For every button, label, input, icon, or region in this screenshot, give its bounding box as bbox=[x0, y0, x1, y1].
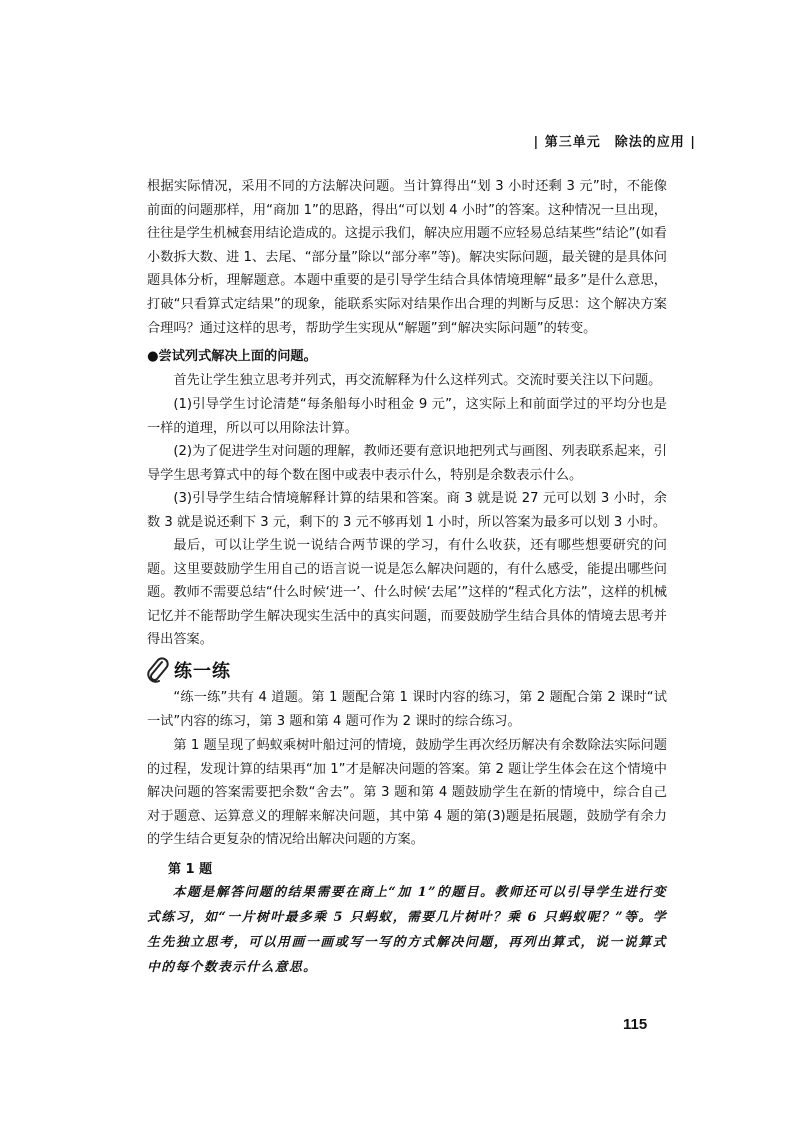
question-1-heading: 第 1 题 bbox=[168, 862, 213, 877]
paragraph-c: (2)为了促进学生对问题的理解，教师还要有意识地把列式与画图、列表联系起来，引导学生思考算式中的每个数在图中或表中表示什么，特别是余数表示什么。 bbox=[147, 444, 667, 483]
paperclip-icon bbox=[145, 657, 171, 683]
paragraph-e: 最后，可以让学生说一说结合两节课的学习，有什么收获，还有哪些想要研究的问题。这里要鼓励学生用自己的语言说一说是怎么解决问题的，有什么感受，能提出哪些问题。教师不需要总结“什么时候‘进一’、什么时候‘去尾’”这样的“程式化方法”，这样的机械记忆并不能帮助学生解决现实生活中的真实问题，而要鼓励学生结合具体的情境去思考并得出答案。 bbox=[147, 538, 667, 648]
section-heading bbox=[145, 655, 231, 685]
running-header: | 第三单元 除法的应用 | bbox=[533, 135, 696, 150]
question-1-body: 本题是解答问题的结果需要在商上“加 1”的题目。教师还可以引导学生进行变式练习，如“一片树叶最多乘 5 只蚂蚁，需要几片树叶？乘 6 只蚂蚁呢？”等。学生先独立思考，可以用画一画或写一写的方式解决问题，再列出算式，说一说算式中的每个数表示什么意思。 bbox=[147, 885, 667, 975]
practice-paragraph-2: 第 1 题呈现了蚂蚁乘树叶船过河的情境，鼓励学生再次经历解决有余数除法实际问题的过程，发现计算的结果再“加 1”才是解决问题的答案。第 2 题让学生体会在这个情境中解决问题的答案需要把余数“舍去”。第 3 题和第 4 题鼓励学生在新的情境中，综合自己对于题意、运算意义的理解来解决问题，其中第 4 题的第(3)题是拓展题，鼓励学有余力的学生结合更复杂的情况给出解决问题的方案。 bbox=[147, 738, 667, 848]
paragraph-b: (1)引导学生讨论清楚“每条船每小时租金 9 元”，这实际上和前面学过的平均分也是一样的道理，所以可以用除法计算。 bbox=[147, 397, 667, 436]
practice-paragraph-1: “练一练”共有 4 道题。第 1 题配合第 1 课时内容的练习，第 2 题配合第 2 课时“试一试”内容的练习，第 3 题和第 4 题可作为 2 课时的综合练习。 bbox=[147, 690, 667, 729]
intro-paragraph: 根据实际情况，采用不同的方法解决问题。当计算得出“划 3 小时还剩 3 元”时，不能像前面的问题那样，用“商加 1”的思路，得出“可以划 4 小时”的答案。这种情况一旦出现，往往是学生机械套用结论造成的。这提示我们，解决应用题不应轻易总结某些“结论”(如看小数拆大数、进 1、去尾、“部分量”除以“部分率”等)。解决实际问题，最关键的是具体问题具体分析，理解题意。本题中重要的是引导学生结合具体情境理解“最多”是什么意思，打破“只看算式定结果”的现象，能联系实际对结果作出合理的判断与反思：这个解决方案合理吗？通过这样的思考，帮助学生实现从“解题”到“解决实际问题”的转变。 bbox=[147, 179, 667, 336]
paragraph-a: 首先让学生独立思考并列式，再交流解释为什么这样列式。交流时要关注以下问题。 bbox=[173, 373, 662, 388]
bullet-heading: ●尝试列式解决上面的问题。 bbox=[147, 349, 317, 364]
section-title: 练一练 bbox=[174, 661, 231, 682]
page-number: 115 bbox=[623, 1016, 648, 1033]
paragraph-d: (3)引导学生结合情境解释计算的结果和答案。商 3 就是说 27 元可以划 3 小时，余数 3 就是说还剩下 3 元，剩下的 3 元不够再划 1 小时，所以答案为最多可以划 3 小时。 bbox=[147, 491, 667, 530]
